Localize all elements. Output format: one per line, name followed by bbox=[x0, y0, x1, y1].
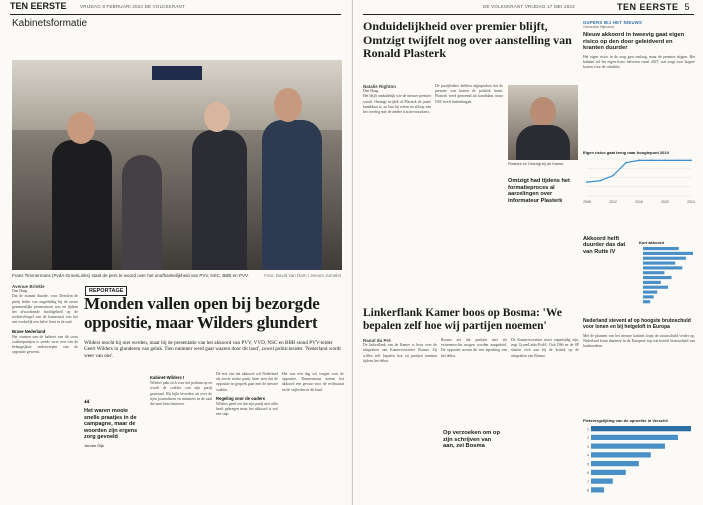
chart3-bar bbox=[591, 452, 651, 457]
lead-photo bbox=[12, 60, 342, 270]
chart2-bar bbox=[643, 266, 682, 269]
chart3-title: Fietsvergelijking van de oproeller in Verschil bbox=[583, 418, 668, 423]
chart3-tick-label: 4 bbox=[587, 453, 589, 458]
left-subhead-2: Kabinet-Wilders I bbox=[150, 375, 185, 380]
chart1-point bbox=[638, 159, 640, 161]
left-page bbox=[0, 0, 351, 505]
chart1-svg bbox=[583, 155, 695, 205]
left-byline-role: Den Haag bbox=[12, 289, 28, 294]
chart2-svg bbox=[639, 245, 695, 307]
chart2-bar bbox=[643, 276, 672, 279]
sidebar-kicker: GUPERS BIJ HET NIEUWS bbox=[583, 20, 643, 25]
chart1-point bbox=[612, 175, 614, 177]
extra-body: Met de plannen van het nieuwe kabinet loopt de staatsschuld verder op. Nederland komt daarmee in de Europese top wat betreft brutoschuld van huishoudens. bbox=[583, 334, 695, 349]
right-section-bar bbox=[353, 0, 703, 14]
right-page bbox=[352, 0, 703, 505]
chart1-tick-label: 2008 bbox=[583, 200, 591, 204]
lead-photo-caption bbox=[12, 273, 341, 278]
left-headline: Monden vallen open bij bezorgde oppositie, maar Wilders glundert bbox=[84, 294, 320, 332]
second-pull-quote: Op verzoeken om op zijn schrijven van aan, zei Bosma bbox=[443, 430, 501, 450]
chart1-tick-label: 2020 bbox=[661, 200, 669, 204]
line-chart-eigen-risico bbox=[583, 150, 695, 210]
chart2-bar bbox=[643, 291, 657, 294]
pull-quote-text: Het waren mooie snelle praatjes in de campagne, maar de woorden zijn ergens zorg gevoeld bbox=[84, 408, 138, 441]
chart2-bar bbox=[643, 286, 668, 289]
right-pull-quote: Omtzigt had tijdens het formatieproces al aarzelingen over informateur Plasterk bbox=[508, 178, 570, 204]
sidebar-body: Het eigen risico in de zorg gaat omlaag, maar de premies stijgen. Het kabinet wil het eigen risico halveren vanaf 2027, wat zorgt voor hogere kosten voor de schatkist. bbox=[583, 54, 695, 70]
chart1-tick-label: 2016 bbox=[635, 200, 643, 204]
left-subhead-1: Brave Nederland bbox=[12, 328, 46, 334]
chart1-tick-label: 2024 bbox=[687, 200, 695, 204]
right-body-column-1: Natalie Righton Den Haag Het blijft onduidelijk wie de nieuwe premier wordt. Omtzigt twijfelt of Plasterk de juiste kandidaat is, zo laat hij weten na afloop van het overleg met de andere fractievoorzitters. bbox=[363, 84, 431, 115]
second-body-column-1: Raoul du Pré De linkerflank van de Kamer is boos over de uitspraken van Kamervoorzitter Bosma. Zij willen zelf bepalen hoe zij partijen noemen tijdens het debat. bbox=[363, 338, 437, 363]
chart3-tick-label: 2 bbox=[587, 436, 589, 441]
chart3-bar bbox=[591, 461, 639, 466]
chart3-tick-label: 6 bbox=[587, 471, 589, 476]
left-masthead: VRIJDAG 8 FEBRUARI 2024 DE VOLKSKRANT bbox=[80, 4, 185, 9]
chart1-point bbox=[690, 159, 692, 161]
left-subhead-3: Regeling voor de ouders bbox=[216, 395, 266, 401]
right-byline-role: Den Haag bbox=[363, 89, 379, 94]
right-section-label: TEN EERSTE bbox=[616, 2, 679, 12]
left-body-column-3: De rest van het akkoord wil Nederland als eerste sterke partij laten zien dat de oppositie in gesprek gaat met de nieuwe coalitie. Regeling voor de ouders Wilders geeft toe dat zijn partij niet alles heeft gekregen maar het akkoord is wel een stap. bbox=[216, 372, 278, 417]
left-section-name: TEN EERSTE bbox=[10, 1, 67, 11]
left-section-bar bbox=[0, 0, 351, 14]
chart3-bar bbox=[591, 426, 691, 431]
bar-chart-fiets bbox=[583, 418, 695, 503]
chart2-bar bbox=[643, 281, 661, 284]
sidebar-headline: Nieuw akkoord in tweevig gaat eigen risico op den door geleidverd en kranten duurder bbox=[583, 32, 685, 52]
second-body-column-2: Bosma zei dat partijen niet als extreemrechts mogen worden aangeduid. De oppositie noemt dit een inperking van het debat. bbox=[441, 338, 507, 358]
right-body-column-2: De partijleiders hebben afgesproken dat de premier van buiten de politiek komt. Plasterk werd genoemd als kandidaat, maar NSC heeft bedenkingen. bbox=[435, 84, 503, 104]
chart3-tick-label: 1 bbox=[587, 427, 589, 432]
chart2-bar bbox=[643, 300, 650, 303]
left-body-column-1: Avenue Brinkle Den Haag Dat de minuut duurde, voor Deeslein de partij leider van ongeduldig bij de eerste gezamenlijke persmoment was en tijdens het afwachtende hoofdgebied op de rechtervleugel van de kamerzaal was het een werkelijk een halve feest in de zaal. Brave Nederland Het vormen van de kabinet van dit soort coalitiepartijen is steeds weer een van de belangrijkste onderwerpen van de oppositie geweest. bbox=[12, 284, 78, 355]
chart3-bar bbox=[591, 470, 626, 475]
chart1-point bbox=[651, 159, 653, 161]
chart3-bar bbox=[591, 444, 665, 449]
chart1-tick-label: 2012 bbox=[609, 200, 617, 204]
photo-caption-text: Frans Timmermans (PvdA-GroenLinks) staat de pers te woord over het onafhankelijkheid van PVV, NSC, BBB en PVV. bbox=[12, 273, 249, 278]
chart2-bar bbox=[643, 262, 675, 265]
chart1-series-line bbox=[587, 160, 691, 182]
bar-chart-akkoord bbox=[639, 240, 695, 310]
left-byline-name: Avenue Brinkle bbox=[12, 284, 45, 289]
chart3-tick-label: 5 bbox=[587, 462, 589, 467]
plasterk-photo bbox=[508, 85, 578, 160]
left-pull-quote: “ Het waren mooie snelle praatjes in de campagne, maar de woorden zijn ergens zorg gevoeld Jeroen Dijk bbox=[84, 398, 144, 448]
second-body-column-3: De Kamervoorzitter moet onpartijdig zijn, zegt GroenLinks-PvdA. Ook D66 en de SP sluiten zich aan bij de kritiek op de uitspraken van Bosma. bbox=[511, 338, 579, 358]
chart3-svg bbox=[583, 423, 695, 499]
left-body-column-2: Kabinet-Wilders I Wilders pakt zich voor het podium op en wordt de coalitie van zijn partij gesteund. Hij kijkt tevreden uit over de rijen journalisten en ministers in de zaal die naar hem luisteren. bbox=[150, 375, 212, 407]
chart1-point bbox=[625, 162, 627, 164]
right-byline-name: Natalie Righton bbox=[363, 84, 397, 89]
chart3-bar bbox=[591, 435, 678, 440]
pull-quote-author: Jeroen Dijk bbox=[84, 442, 105, 448]
plasterk-photo-caption: Plasterk en Omtzigt bij de Kamer. bbox=[508, 162, 565, 166]
chart3-tick-label: 8 bbox=[587, 488, 589, 493]
right-top-rule bbox=[363, 14, 694, 15]
chart2-title: Kort akkoord bbox=[639, 240, 664, 245]
right-page-number: 5 bbox=[684, 2, 690, 12]
right-section-name bbox=[617, 2, 690, 12]
chart1-point bbox=[677, 159, 679, 161]
chart3-bar bbox=[591, 479, 613, 484]
sidebar-sub: Gerardus Nijmand bbox=[583, 25, 614, 29]
left-kicker: Kabinetsformatie bbox=[12, 18, 88, 29]
akkoord-label: Akkoord helft duurder das dat van Rutte IV bbox=[583, 236, 626, 255]
left-intro: Wilders mocht bij niet werden, maar bij de presentatie van het akkoord van PVV, VVD, NSC en BBB stond PVV-leider Geert Wilders in glunderen van geluk. Tien nummer werd gaat waaren door dit land', zowel politicinsider. 'Nederland wordt weer van ons'. bbox=[84, 340, 341, 359]
reportage-tag: REPORTAGE bbox=[85, 286, 127, 296]
left-top-rule bbox=[10, 14, 341, 15]
chart3-tick-label: 7 bbox=[587, 479, 589, 484]
second-byline: Raoul du Pré bbox=[363, 338, 391, 343]
chart2-bar bbox=[643, 257, 686, 260]
chart1-title: Eigen risico gaat terug naar hoogtepunt 2019 bbox=[583, 150, 669, 155]
chart2-bar bbox=[643, 271, 664, 274]
right-headline: Onduidelijkheid over premier blijft, Omtzigt twijfelt nog over aanstelling van Ronald Plasterk bbox=[363, 19, 572, 60]
right-masthead: DE VOLKSKRANT VRIJDAG 17 MEI 2024 bbox=[483, 4, 575, 9]
chart3-tick-label: 3 bbox=[587, 444, 589, 449]
chart2-bar bbox=[643, 247, 679, 250]
chart1-point bbox=[599, 180, 601, 182]
chart2-bar bbox=[643, 252, 693, 255]
second-headline: Linkerflank Kamer boos op Bosma: 'We bepalen zelf hoe wij partijen noemen' bbox=[363, 307, 562, 332]
left-body-column-4: Het was een dag vol vragen voor de oppositie. Timmermans noemt het akkoord een gevaar voor de rechtsstaat en de vrijheden in dit land. bbox=[282, 372, 344, 392]
extra-headline: Nederland stevent af op hoogste brutoschuld voor lonen en bij hetgeloft in Europa bbox=[583, 318, 691, 330]
photo-credit: Foto: David van Dam / Jeroen Jumelet bbox=[264, 273, 341, 278]
chart2-bar bbox=[643, 295, 654, 298]
chart3-bar bbox=[591, 487, 604, 492]
chart1-point bbox=[586, 181, 588, 183]
chart1-point bbox=[664, 159, 666, 161]
